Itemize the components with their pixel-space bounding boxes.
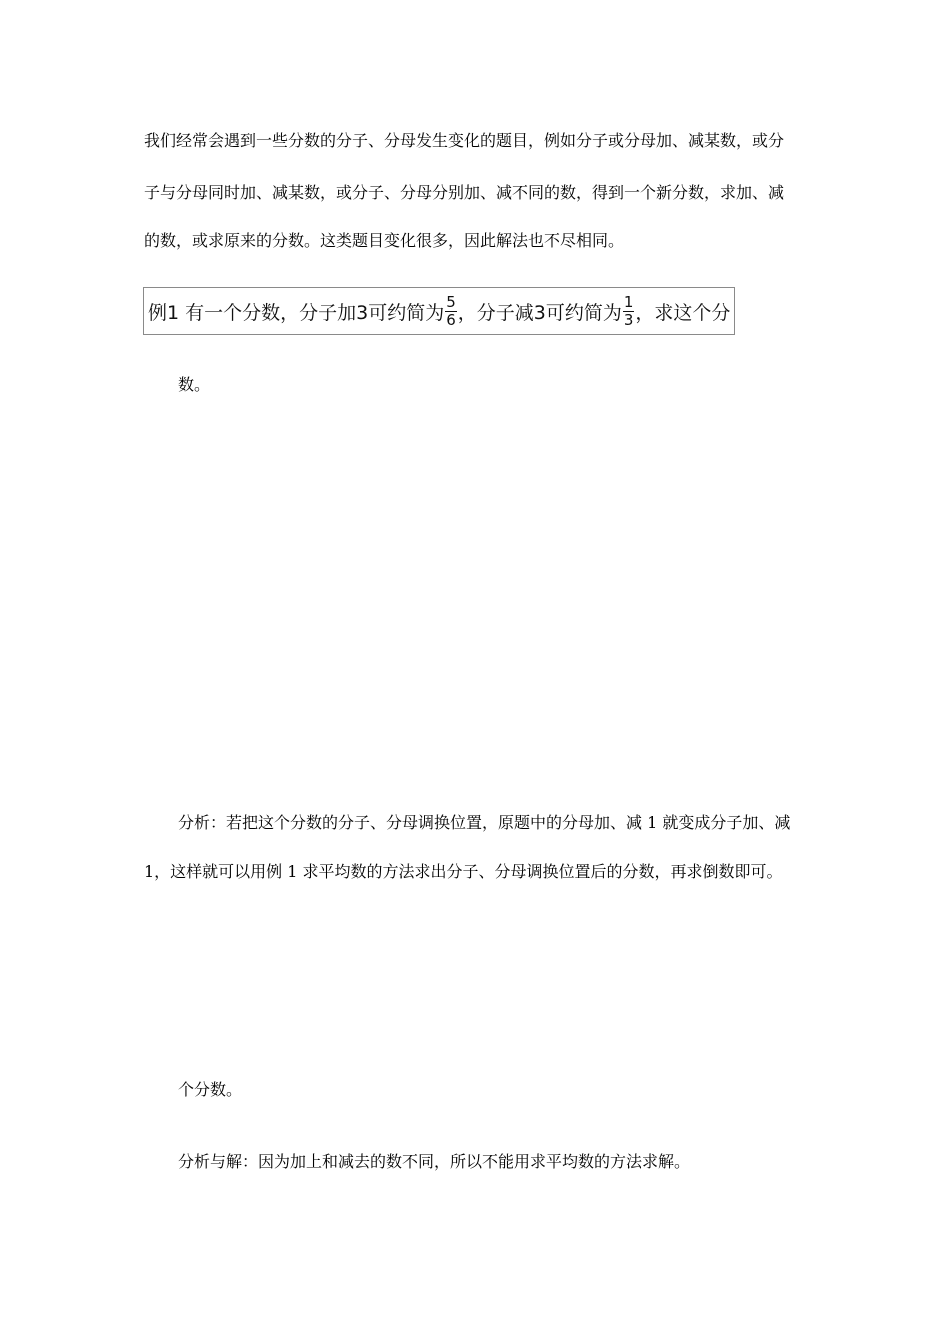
- analysis-line-2: 1，这样就可以用例 1 求平均数的方法求出分子、分母调换位置后的分数，再求倒数即可。: [144, 862, 783, 881]
- example-1-text-part2: ，分子减3可约简为: [457, 301, 622, 324]
- intro-line-3: 的数，或求原来的分数。这类题目变化很多，因此解法也不尽相同。: [144, 231, 625, 250]
- example-1-box: [143, 287, 735, 335]
- example-1-text-part1: 例1 有一个分数，分子加3可约简为: [148, 301, 445, 324]
- fraction-numerator: 1: [623, 292, 634, 311]
- fraction-denominator: 6: [446, 310, 456, 329]
- intro-line-1: 我们经常会遇到一些分数的分子、分母发生变化的题目，例如分子或分母加、减某数，或分: [144, 131, 785, 150]
- fragment-line: 个分数。: [178, 1080, 243, 1099]
- fraction-five-sixths: [445, 294, 457, 329]
- example-1-continuation: 数。: [178, 375, 211, 394]
- fraction-numerator: 5: [446, 292, 456, 311]
- analysis-and-solution-line: 分析与解：因为加上和减去的数不同，所以不能用求平均数的方法求解。: [178, 1152, 691, 1171]
- fraction-one-third: [623, 294, 635, 329]
- intro-line-2: 子与分母同时加、减某数，或分子、分母分别加、减不同的数，得到一个新分数，求加、减: [144, 183, 785, 202]
- fraction-denominator: 3: [623, 310, 634, 329]
- analysis-line-1: 分析：若把这个分数的分子、分母调换位置，原题中的分母加、减 1 就变成分子加、减: [178, 813, 791, 832]
- example-1-text-part3: ，求这个分: [635, 301, 731, 324]
